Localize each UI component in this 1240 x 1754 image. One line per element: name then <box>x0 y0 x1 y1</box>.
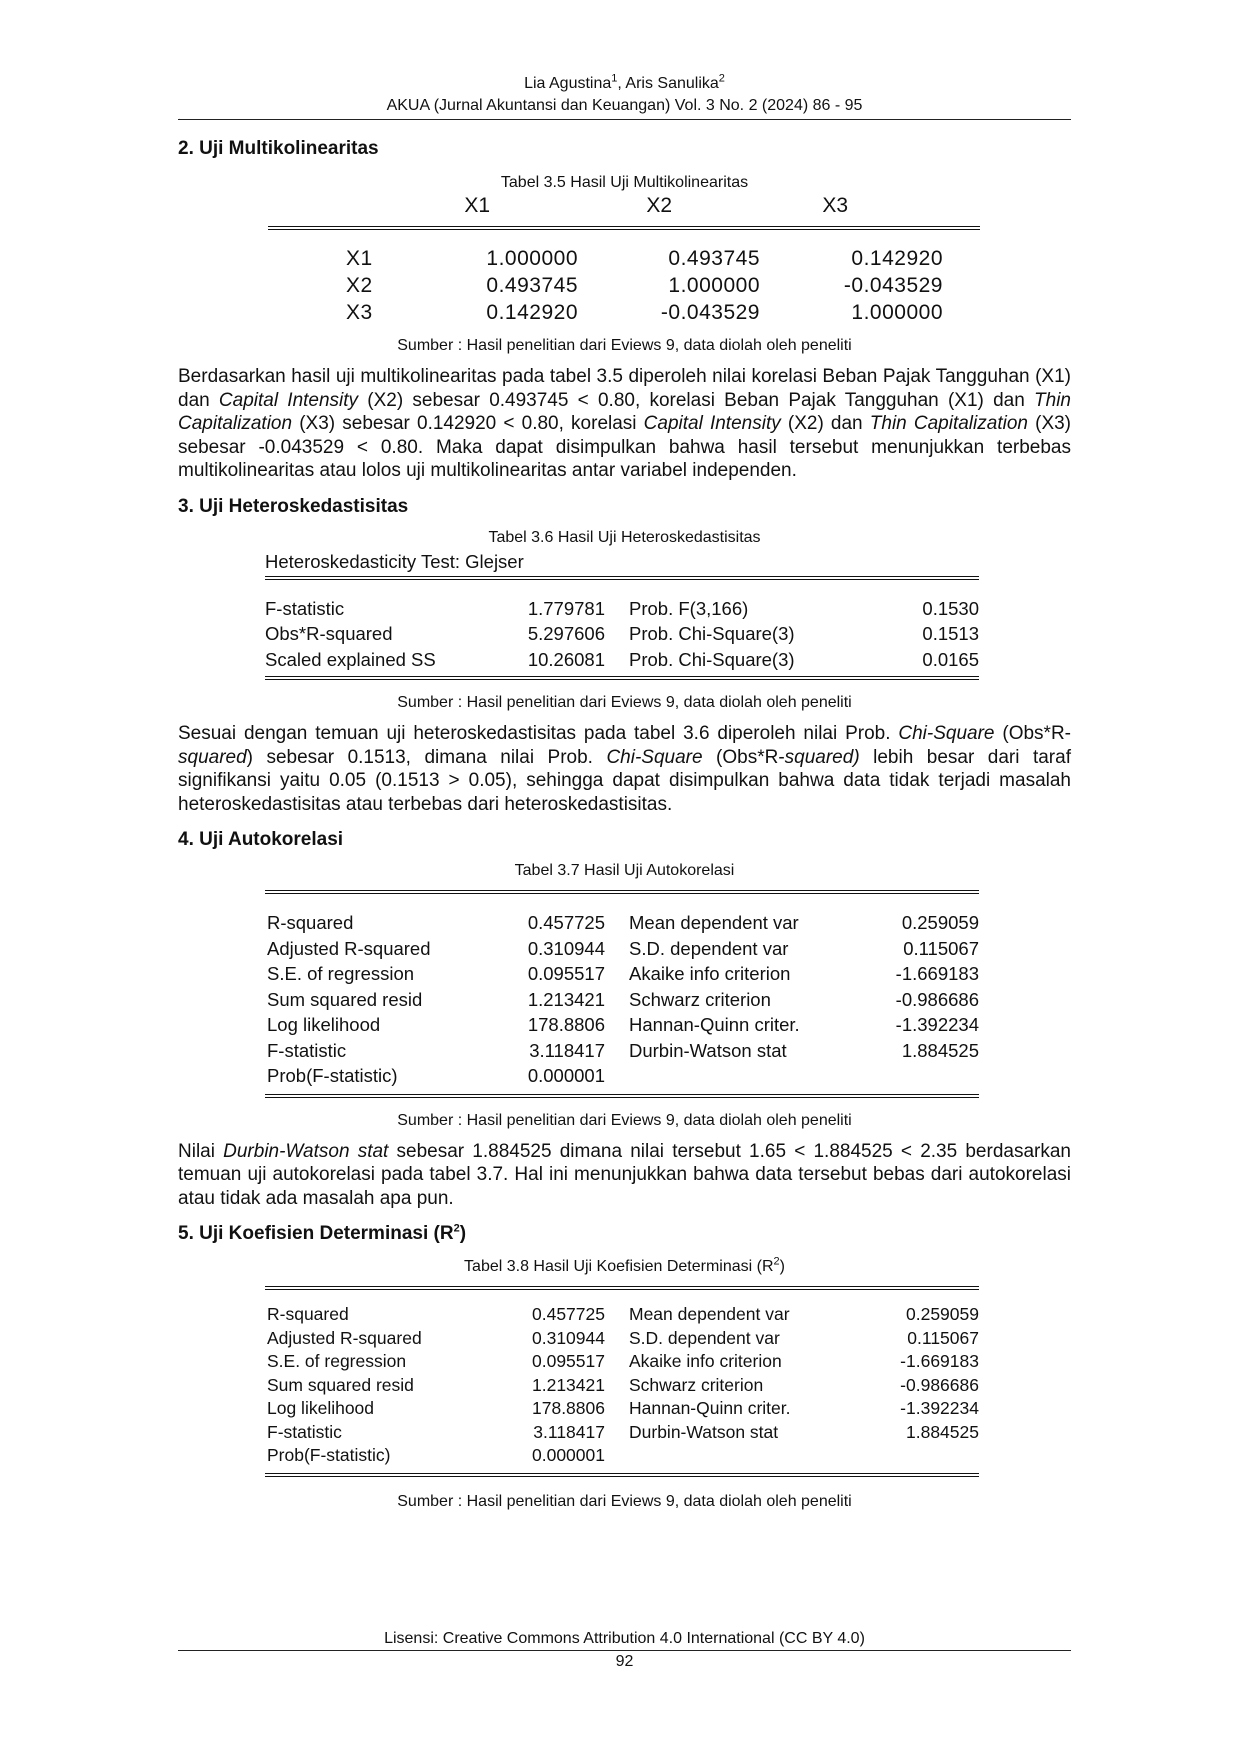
stat-label-2: Schwarz criterion <box>629 1374 764 1395</box>
stat-label-2 <box>605 1063 855 1089</box>
page-content <box>178 0 1071 1513</box>
table-double-rule <box>265 1094 979 1098</box>
stat-value-2: 0.115067 <box>907 1327 979 1348</box>
table-row <box>265 1350 979 1374</box>
table-row <box>265 647 979 673</box>
stat-value: 3.118417 <box>529 1039 605 1061</box>
stat-label-2 <box>605 1444 855 1468</box>
matrix-row-label: X3 <box>346 300 373 324</box>
stat-label-2: Schwarz criterion <box>629 988 771 1010</box>
text-run: sebesar 1.884525 dimana nilai tersebut 1.65 < 1.884525 < 2.35 berdasarkan temuan uji autokorelasi pada tabel 3.7. Hal ini menunjukkan bahwa data tersebut bebas dari autokorelasi atau tidak ada masalah apa pun. <box>178 1140 1071 1209</box>
section-heading-heteroskedastisitas: 3. Uji Heteroskedastisitas <box>178 495 409 517</box>
paragraph-heteroskedastisitas <box>178 722 1071 816</box>
italic-term: Thin Capitalization <box>178 389 1071 434</box>
italic-term: squared) <box>784 746 860 768</box>
stat-label: F-statistic <box>265 597 345 619</box>
running-header-authors <box>178 73 1071 95</box>
italic-term: Durbin-Watson stat <box>223 1140 389 1162</box>
stat-value: 1.213421 <box>532 1374 605 1395</box>
stat-label: R-squared <box>267 1304 349 1324</box>
determination-table <box>265 1286 979 1477</box>
table-row <box>265 1038 979 1064</box>
stat-label-2: Mean dependent var <box>629 1304 790 1324</box>
table-row <box>265 596 979 622</box>
italic-term: Thin Capitalization <box>869 413 1028 434</box>
prob-label: Prob. Chi-Square(3) <box>629 623 795 644</box>
heading-text: 5. Uji Koefisien Determinasi (R <box>178 1223 454 1244</box>
matrix-row <box>268 299 980 326</box>
matrix-cell: 1.000000 <box>486 246 578 270</box>
table-source-3-7: Sumber : Hasil penelitian dari Eviews 9, data diolah oleh peneliti <box>397 1111 852 1129</box>
stat-value: 1.779781 <box>527 597 605 619</box>
correlation-matrix-table <box>268 194 980 326</box>
author-1: Lia Agustina <box>524 75 612 92</box>
text-run: ) sebesar 0.1513, dimana nilai Prob. <box>246 746 607 768</box>
stat-value-2: -1.669183 <box>900 1351 979 1371</box>
matrix-row <box>268 245 980 272</box>
stat-label-2: Akaike info criterion <box>629 1351 782 1371</box>
stat-label-2: Hannan-Quinn criter. <box>629 1398 791 1418</box>
license-text: Lisensi: Creative Commons Attribution 4.0 International (CC BY 4.0) <box>384 1630 865 1647</box>
stat-value-2: -1.392234 <box>900 1398 979 1418</box>
autocorrelation-table <box>265 890 979 1098</box>
stat-label-2: Hannan-Quinn criter. <box>629 1014 800 1035</box>
prob-value: 0.1513 <box>922 623 979 644</box>
stat-label-2: Durbin-Watson stat <box>629 1421 779 1442</box>
matrix-cell: 1.000000 <box>851 300 943 324</box>
table-source-3-5: Sumber : Hasil penelitian dari Eviews 9, data diolah oleh peneliti <box>397 337 852 354</box>
stat-label-2: S.D. dependent var <box>629 937 789 959</box>
author-2: , Aris Sanulika <box>617 75 719 92</box>
text-run: (X2) dan <box>780 413 870 434</box>
text-run: (X2) sebesar 0.493745 < 0.80, korelasi Beban Pajak Tangguhan (X1) dan <box>358 389 1035 411</box>
table-double-rule <box>265 1473 979 1477</box>
running-header-journal: AKUA (Jurnal Akuntansi dan Keuangan) Vol. 3 No. 2 (2024) 86 - 95 <box>386 97 863 114</box>
table-row <box>265 1303 979 1327</box>
table-caption-3-8 <box>178 1256 1071 1278</box>
table-row <box>265 1063 979 1089</box>
stat-value-2: 1.884525 <box>906 1421 979 1442</box>
stat-label-2: S.D. dependent var <box>629 1327 780 1348</box>
stat-value: 0.095517 <box>532 1351 605 1371</box>
stat-value-2: 0.259059 <box>906 1304 979 1324</box>
text-run: (X3) sebesar 0.142920 < 0.80, korelasi <box>292 413 644 434</box>
text-run: Berdasarkan hasil uji multikolinearitas pada tabel 3.5 diperoleh nilai korelasi Beban Pajak Tangguhan (X1) dan <box>178 366 1071 411</box>
matrix-row-label: X2 <box>346 273 373 297</box>
stat-label: Sum squared resid <box>267 1374 414 1395</box>
stat-value-2 <box>855 1063 979 1089</box>
section-heading-koefisien-determinasi <box>178 1222 1071 1246</box>
stat-label-2: Mean dependent var <box>629 912 799 933</box>
text-run: (Obs*R- <box>702 746 785 768</box>
prob-label: Prob. Chi-Square(3) <box>629 648 795 670</box>
stat-label: Sum squared resid <box>267 988 423 1010</box>
stat-value-2 <box>855 1444 979 1468</box>
table-row <box>265 1421 979 1445</box>
matrix-cell: 0.493745 <box>486 273 578 297</box>
stat-label: F-statistic <box>267 1421 342 1442</box>
matrix-cell: 0.142920 <box>486 300 578 324</box>
matrix-cell: 0.493745 <box>668 246 760 270</box>
stat-value: 0.095517 <box>527 963 605 984</box>
italic-term: Chi-Square <box>898 723 995 744</box>
stat-value: 3.118417 <box>533 1421 605 1442</box>
stat-label: Scaled explained SS <box>265 648 436 670</box>
table-row <box>265 1327 979 1351</box>
stat-value: 178.8806 <box>532 1398 605 1418</box>
stat-label-2: Durbin-Watson stat <box>629 1039 787 1061</box>
author-1-sup: 1 <box>611 72 618 85</box>
italic-term: squared <box>178 746 247 768</box>
prob-value: 0.1530 <box>922 597 979 619</box>
heading-end: ) <box>459 1223 467 1244</box>
table-row <box>265 987 979 1013</box>
stat-value-2: -0.986686 <box>895 988 979 1010</box>
margin-dot: . <box>178 112 181 123</box>
stat-value: 10.26081 <box>527 648 605 670</box>
prob-value: 0.0165 <box>922 648 979 670</box>
table-caption-3-6: Tabel 3.6 Hasil Uji Heteroskedastisitas <box>488 528 761 546</box>
stat-value-2: 0.259059 <box>901 912 979 933</box>
text-run: Sesuai dengan temuan uji heteroskedastisitas pada tabel 3.6 diperoleh nilai Prob. <box>178 723 899 744</box>
stat-label: Log likelihood <box>267 1014 381 1035</box>
stat-value: 0.000001 <box>532 1445 605 1465</box>
stat-label: S.E. of regression <box>267 963 415 984</box>
italic-term: Capital Intensity <box>218 389 359 411</box>
paragraph-autokorelasi <box>178 1140 1071 1211</box>
matrix-cell: -0.043529 <box>843 273 943 297</box>
stat-value: 0.000001 <box>527 1065 605 1086</box>
stat-value-2: -0.986686 <box>900 1374 979 1395</box>
italic-term: Capital Intensity <box>643 413 781 434</box>
table-row <box>265 910 979 936</box>
stat-label: Prob(F-statistic) <box>267 1065 398 1086</box>
matrix-col-x2: X2 <box>646 194 672 217</box>
section-heading-multikolinearitas: 2. Uji Multikolinearitas <box>178 138 379 159</box>
caption-text: Tabel 3.8 Hasil Uji Koefisien Determinasi (R <box>464 1258 774 1275</box>
table-row <box>265 961 979 987</box>
table-source-3-6: Sumber : Hasil penelitian dari Eviews 9, data diolah oleh peneliti <box>397 694 852 711</box>
stat-value-2: -1.392234 <box>895 1014 979 1035</box>
italic-term: Chi-Square <box>606 746 703 768</box>
stat-value: 0.310944 <box>527 937 605 959</box>
header-rule <box>178 119 1071 120</box>
stat-value: 178.8806 <box>527 1014 605 1035</box>
table-row <box>265 1374 979 1398</box>
table-row <box>265 1444 979 1468</box>
stat-label: F-statistic <box>267 1039 347 1061</box>
matrix-col-x3: X3 <box>822 194 848 217</box>
table-row <box>265 1397 979 1421</box>
paragraph-multikolinearitas <box>178 365 1071 483</box>
caption-sup: 2 <box>773 1255 780 1268</box>
table-row <box>265 936 979 962</box>
table-source-3-8: Sumber : Hasil penelitian dari Eviews 9, data diolah oleh peneliti <box>397 1492 852 1510</box>
stat-label: S.E. of regression <box>267 1351 407 1371</box>
matrix-row-label: X1 <box>346 246 373 270</box>
author-2-sup: 2 <box>718 72 725 85</box>
section-heading-autokorelasi: 4. Uji Autokorelasi <box>178 829 344 850</box>
test-title: Heteroskedasticity Test: Glejser <box>265 550 524 572</box>
matrix-cell: 0.142920 <box>851 246 943 270</box>
stat-value-2: 1.884525 <box>901 1039 979 1061</box>
stat-label: Obs*R-squared <box>265 623 393 644</box>
matrix-cell: -0.043529 <box>660 300 760 324</box>
page-footer <box>178 1628 1071 1673</box>
matrix-cell: 1.000000 <box>668 273 760 297</box>
table-row <box>265 621 979 647</box>
stat-value: 0.310944 <box>532 1327 605 1348</box>
stat-label-2: Akaike info criterion <box>629 963 791 984</box>
heteroskedasticity-table <box>265 549 979 681</box>
stat-label: Prob(F-statistic) <box>267 1445 391 1465</box>
matrix-col-x1: X1 <box>464 194 490 217</box>
table-caption-3-5: Tabel 3.5 Hasil Uji Multikolinearitas <box>500 174 749 191</box>
text-run: Nilai <box>178 1140 224 1162</box>
stat-value-2: -1.669183 <box>895 963 979 984</box>
matrix-row <box>268 272 980 299</box>
text-run: lebih besar dari taraf signifikansi yaitu 0.05 (0.1513 > 0.05), sehingga dapat disimpulkan bahwa data tidak terjadi masalah heteroskedastisitas atau terbebas dari heteroskedastisitas. <box>178 746 1071 815</box>
stat-label: Adjusted R-squared <box>267 1327 422 1348</box>
stat-label: Log likelihood <box>267 1398 375 1418</box>
stat-label: R-squared <box>267 912 354 933</box>
stat-value: 5.297606 <box>527 623 605 644</box>
stat-value: 0.457725 <box>527 912 605 933</box>
matrix-header-row <box>268 194 980 222</box>
table-caption-3-7: Tabel 3.7 Hasil Uji Autokorelasi <box>514 862 735 879</box>
page-number: 92 <box>615 1653 634 1670</box>
stat-value: 0.457725 <box>532 1304 605 1324</box>
prob-label: Prob. F(3,166) <box>629 597 749 619</box>
text-run: (Obs*R- <box>994 723 1071 744</box>
heading-sup: 2 <box>453 1222 460 1235</box>
table-row <box>265 1012 979 1038</box>
stat-value: 1.213421 <box>527 988 605 1010</box>
table-double-rule <box>265 676 979 680</box>
caption-end: ) <box>779 1258 785 1275</box>
stat-value-2: 0.115067 <box>903 937 979 959</box>
stat-label: Adjusted R-squared <box>267 937 431 959</box>
text-run: (X3) sebesar -0.043529 < 0.80. Maka dapat disimpulkan bahwa hasil tersebut menunjukkan terbebas multikolinearitas atau lolos uji multikolinearitas antar variabel independen. <box>178 413 1072 481</box>
